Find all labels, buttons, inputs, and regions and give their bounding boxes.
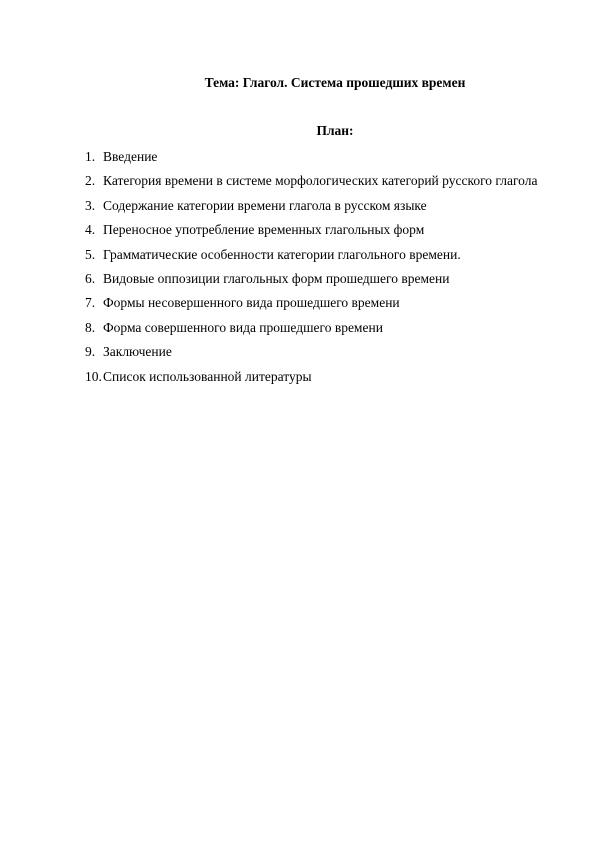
plan-item-number: 9. <box>85 344 96 360</box>
plan-item-tense-content <box>85 194 553 218</box>
plan-item-introduction <box>85 145 553 169</box>
plan-item-number: 7. <box>85 295 96 311</box>
plan-item-text: Видовые оппозиции глагольных форм прошедшего времени <box>103 271 450 287</box>
plan-item-perfective-form <box>85 316 553 340</box>
plan-item-text: Грамматические особенности категории глагольного времени. <box>103 246 461 262</box>
plan-item-number: 10. <box>85 368 102 384</box>
plan-item-imperfective-forms <box>85 291 553 315</box>
plan-item-conclusion <box>85 340 553 364</box>
plan-item-tense-category <box>85 169 553 193</box>
plan-item-number: 4. <box>85 222 96 238</box>
plan-list <box>85 145 553 389</box>
plan-item-text: Категория времени в системе морфологических категорий русского глагола <box>103 173 538 189</box>
plan-item-text: Переносное употребление временных глагольных форм <box>103 222 425 238</box>
plan-item-number: 2. <box>85 173 96 189</box>
plan-item-text: Список использованной литературы <box>103 368 312 384</box>
plan-item-text: Введение <box>103 149 158 164</box>
plan-item-references <box>85 365 553 389</box>
plan-heading: План: <box>316 123 354 138</box>
plan-item-aspect-oppositions <box>85 267 553 291</box>
plan-item-number: 5. <box>85 246 96 262</box>
document-title: Тема: Глагол. Система прошедших времен <box>204 75 466 90</box>
plan-item-number: 8. <box>85 319 96 335</box>
plan-item-text: Заключение <box>103 344 172 360</box>
plan-item-text: Формы несовершенного вида прошедшего времени <box>103 295 400 311</box>
plan-item-number: 6. <box>85 271 96 287</box>
plan-item-number: 1. <box>85 149 96 164</box>
plan-item-text: Содержание категории времени глагола в русском языке <box>103 197 427 213</box>
plan-item-figurative-use <box>85 218 553 242</box>
plan-item-grammatical-features <box>85 243 553 267</box>
plan-item-number: 3. <box>85 197 96 213</box>
plan-item-text: Форма совершенного вида прошедшего времени <box>103 319 383 335</box>
